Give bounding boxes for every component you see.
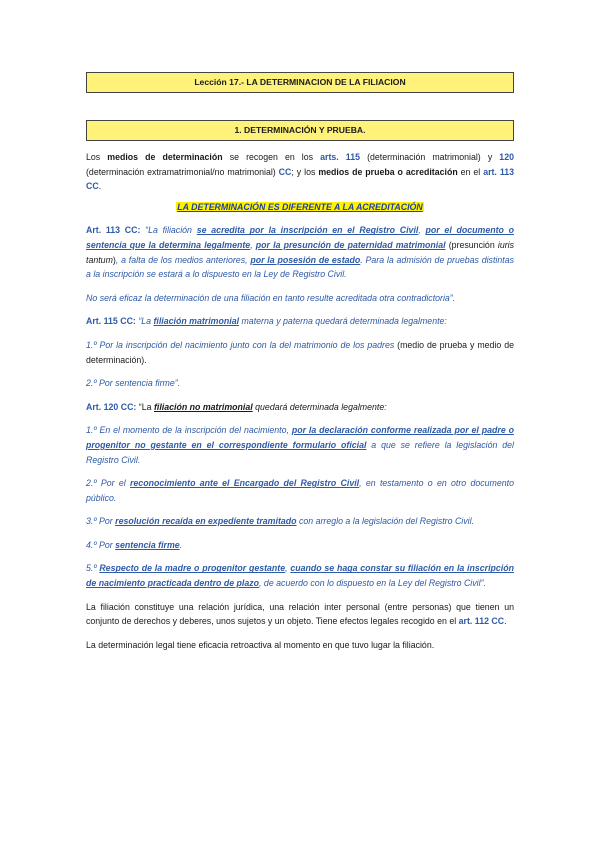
art-120-item-2: 2.º Por el reconocimiento ante el Encargado del Registro Civil, en testamento o en otro documento público. (86, 478, 515, 503)
highlighted-heading: LA DETERMINACIÓN ES DIFERENTE A LA ACREDITACIÓN (177, 201, 423, 212)
art-113-second-paragraph: No será eficaz la determinación de una filiación en tanto resulte acreditada otra contradictoria”. (86, 292, 456, 303)
art-120-item-5: 5.º Respecto de la madre o progenitor gestante, cuando se haga constar su filiación en la inscripción de nacimiento practicada dentro de plazo, de acuerdo con lo dispuesto en la Ley del Registro Civil”. (86, 563, 514, 589)
closing-paragraph-1: La filiación constituye una relación jurídica, una relación inter personal (entre personas) que tienen un conjunto de derechos y deberes, unos sujetos y un objeto. Tiene efectos legales recogido en el art. 112 CC. (86, 601, 514, 627)
art-115-paragraph: Art. 115 CC: “La filiación matrimonial materna y paterna quedará determinada legalmente: (86, 316, 447, 327)
closing-paragraph-2: La determinación legal tiene eficacia retroactiva al momento en que tuvo lugar la filiación. (86, 639, 435, 650)
intro-paragraph: Los medios de determinación se recogen en los arts. 115 (determinación matrimonial) y 120 (determinación extramatrimonial/no matrimonial) CC; y los medios de prueba o acreditación en el art. 113 CC. (86, 152, 515, 192)
art-120-paragraph: Art. 120 CC: “La filiación no matrimonial quedará determinada legalmente: (86, 401, 387, 412)
art-120-item-3: 3.º Por resolución recaída en expediente tramitado con arreglo a la legislación del Registro Civil. (86, 516, 475, 527)
art-113-paragraph: Art. 113 CC: “La filiación se acredita por la inscripción en el Registro Civil, por el documento o sentencia que la determina legalmente, por la presunción de paternidad matrimonial (presunción iuris tantum), a falta de los medios anteriores, por la posesión de estado. Para la admisión de pruebas distintas a la inscripción se estará a lo dispuesto en la Ley de Registro Civil. (86, 225, 515, 280)
art-120-item-4: 4.º Por sentencia firme. (86, 539, 183, 550)
art-120-item-1: 1.º En el momento de la inscripción del nacimiento, por la declaración conforme realizada por el padre o progenitor no gestante en el correspondiente formulario oficial a que se refiere la legislación del Registro Civil. (86, 425, 514, 465)
document-content (86, 68, 514, 652)
lesson-title: Lección 17.- LA DETERMINACION DE LA FILIACION (86, 72, 514, 93)
art-115-item-2: 2.º Por sentencia firme”. (86, 378, 181, 389)
section-title: 1. DETERMINACIÓN Y PRUEBA. (86, 120, 514, 141)
art-115-item-1: 1.º Por la inscripción del nacimiento junto con la del matrimonio de los padres (medio de prueba y medio de determinación). (86, 339, 514, 365)
